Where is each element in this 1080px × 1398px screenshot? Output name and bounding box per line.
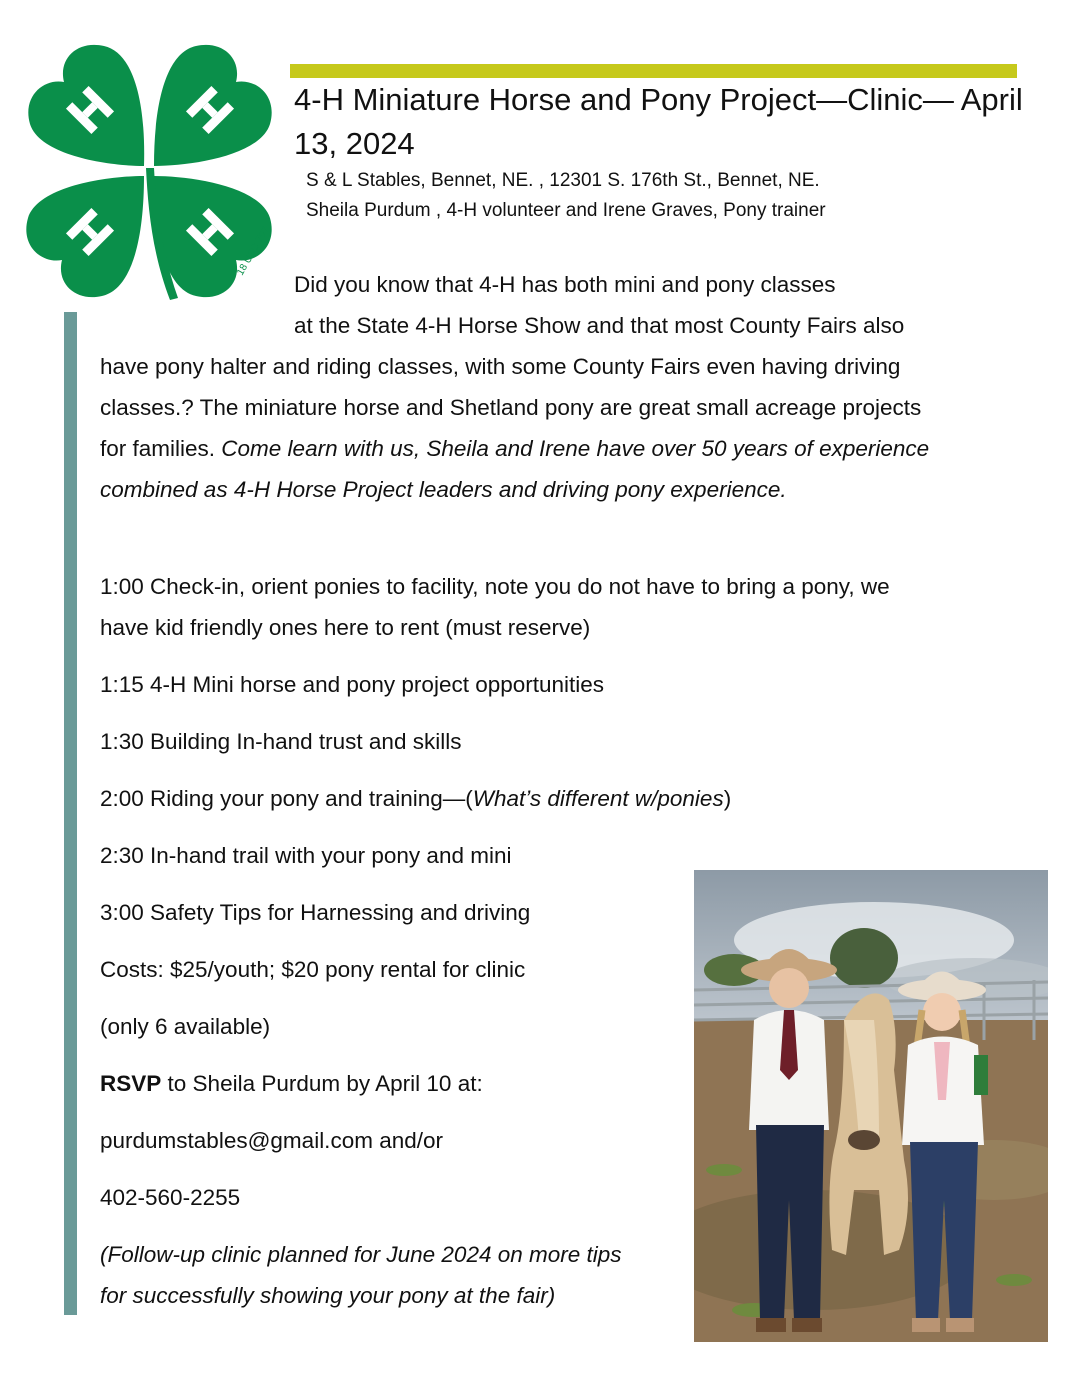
schedule-item-1: 1:00 Check-in, orient ponies to facility, note you do not have to bring a pony, we have kid friendly ones here to rent (must reserve) <box>100 574 890 640</box>
intro-line-1: Did you know that 4-H has both mini and pony classes <box>294 272 836 297</box>
page-title: 4-H Miniature Horse and Pony Project—Clinic— April 13, 2024 <box>294 82 1023 161</box>
intro-body: Fairs also have pony halter and riding classes, with some County Fairs even having driving classes.? The miniature horse and Shetland pony are great small acreage projects for families. <box>100 313 922 461</box>
intro-line-2: at the State 4-H Horse Show and that most County <box>294 313 801 338</box>
intro-paragraph <box>100 264 930 510</box>
schedule-item-6: 3:00 Safety Tips for Harnessing and driving <box>100 900 531 925</box>
rsvp-text: to Sheila Purdum by April 10 at: <box>161 1071 483 1096</box>
schedule-item-5: 2:30 In-hand trail with your pony and mini <box>100 843 512 868</box>
hosts-line: Sheila Purdum , 4-H volunteer and Irene Graves, Pony trainer <box>306 200 826 221</box>
logo-mark-text: 18 USC 707 <box>235 224 272 278</box>
left-accent-bar <box>64 312 77 1315</box>
phone-contact: 402-560-2255 <box>100 1185 241 1210</box>
schedule-item-4 <box>100 778 731 819</box>
location-line: S & L Stables, Bennet, NE. , 12301 S. 176th St., Bennet, NE. <box>306 170 820 191</box>
availability-line: (only 6 available) <box>100 1014 271 1039</box>
header-accent-bar <box>290 64 1017 78</box>
photo-kids-with-pony <box>694 870 1048 1342</box>
intro-italic: Come learn with us, Sheila and Irene have over 50 years of experience combined as 4-H Horse Project leaders and driving pony experience. <box>100 436 930 502</box>
followup-line-1: (Follow-up clinic planned for June 2024 on more tips <box>100 1242 622 1267</box>
schedule-item-4-italic: What’s different w/ponies <box>472 786 724 811</box>
schedule-item-4-text: 2:00 Riding your pony and training—( <box>100 786 473 811</box>
schedule-item-4-close: ) <box>723 786 732 811</box>
schedule-item-3: 1:30 Building In-hand trust and skills <box>100 729 462 754</box>
costs-line: Costs: $25/youth; $20 pony rental for clinic <box>100 957 526 982</box>
email-contact: purdumstables@gmail.com and/or <box>100 1128 443 1153</box>
followup-line-2: for successfully showing your pony at the fair) <box>100 1283 556 1308</box>
rsvp-label: RSVP <box>100 1071 162 1096</box>
rsvp-line <box>100 1063 483 1104</box>
schedule-item-2: 1:15 4-H Mini horse and pony project opportunities <box>100 672 605 697</box>
